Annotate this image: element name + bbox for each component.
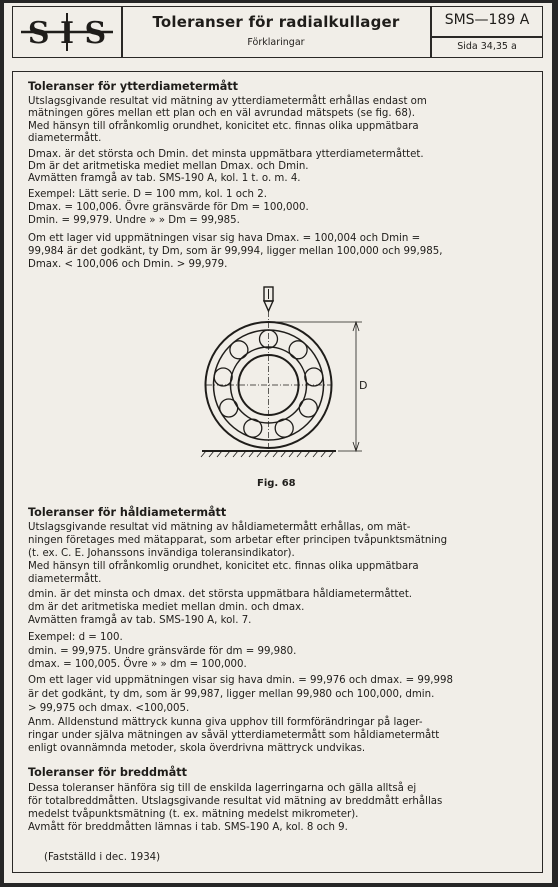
width-line: för totalbreddmåtten. Utslagsgivande resultat vid mätning av breddmått erhållas	[28, 796, 443, 807]
width-line: Avmått för breddmåtten lämnas i tab. SMS-190 A, kol. 8 och 9.	[28, 822, 348, 833]
outer-line: Avmätten framgå av tab. SMS-190 A, kol. 1 t. o. m. 4.	[28, 173, 301, 184]
figure-caption: Fig. 68	[257, 478, 296, 489]
hole-line: (t. ex. C. E. Johanssons invändiga toleransindikator).	[28, 548, 295, 559]
outer-line: 99,984 är det godkänt, ty Dm, som är 99,994, ligger mellan 100,000 och 99,985,	[28, 246, 443, 257]
sis-logo	[13, 7, 121, 57]
document-page	[4, 3, 552, 883]
hole-line: dm är det aritmetiska mediet mellan dmin. och dmax.	[28, 602, 305, 613]
hole-line: Avmätten framgå av tab. SMS-190 A, kol. 7.	[28, 615, 252, 626]
hole-line: diametermått.	[28, 574, 102, 585]
example-line: Dmax. = 100,006. Övre gränsvärde för Dm = 100,000.	[28, 202, 309, 213]
document-title: Toleranser för radialkullager	[152, 13, 400, 31]
outer-line: Dm är det aritmetiska mediet mellan Dmax. och Dmin.	[28, 161, 309, 172]
section-heading-width: Toleranser för breddmått	[28, 766, 187, 779]
width-line: medelst tvåpunktsmätning (t. ex. mätning medelst mikrometer).	[28, 809, 359, 820]
outer-line: diametermått.	[28, 133, 102, 144]
hole-line: är det godkänt, ty dm, som är 99,987, ligger mellan 99,980 och 100,000, dmin.	[28, 689, 435, 700]
section-heading-outer: Toleranser för ytterdiametermått	[28, 80, 238, 93]
example-line: Exempel: Lätt serie. D = 100 mm, kol. 1 och 2.	[28, 189, 267, 200]
outer-line: Med hänsyn till ofrånkomlig orundhet, konicitet etc. finnas olika uppmätbara	[28, 121, 419, 132]
outer-line: Utslagsgivande resultat vid mätning av ytterdiametermått erhållas endast om	[28, 96, 427, 107]
hole-line: Om ett lager vid uppmätningen visar sig hava dmin. = 99,976 och dmax. = 99,998	[28, 675, 453, 686]
example-line: dmax. = 100,005. Övre » » dm = 100,000.	[28, 659, 247, 670]
hole-line: dmin. är det minsta och dmax. det största uppmätbara håldiametermåttet.	[28, 589, 413, 600]
note-line: enligt ovannämnda metoder, skola överdrivna mättryck undvikas.	[28, 743, 366, 754]
hole-line: Med hänsyn till ofrånkomlig orundhet, konicitet etc. finnas olika uppmätbara	[28, 561, 419, 572]
established-date: (Fastställd i dec. 1934)	[44, 852, 161, 863]
standard-number: SMS—189 A	[444, 12, 530, 28]
outer-line: mätningen göres mellan ett plan och en väl avrundad mätspets (se fig. 68).	[28, 108, 416, 119]
outer-line: Dmax. < 100,006 och Dmin. > 99,979.	[28, 259, 228, 270]
hole-line: Utslagsgivande resultat vid mätning av håldiametermått erhållas, om mät-	[28, 522, 411, 533]
hole-line: > 99,975 och dmax. <100,005.	[28, 703, 190, 714]
note-line: Anm. Alldenstund mättryck kunna giva upphov till formförändringar på lager-	[28, 717, 423, 728]
svg-text:S I S: S I S	[27, 16, 107, 51]
page-number: Sida 34,35 a	[457, 41, 517, 52]
example-line: Dmin. = 99,979. Undre » » Dm = 99,985.	[28, 215, 240, 226]
dimension-label-d: D	[359, 379, 368, 392]
header-box	[12, 6, 543, 58]
width-line: Dessa toleranser hänföra sig till de enskilda lagerringarna och gälla alltså ej	[28, 783, 417, 794]
bearing-figure	[200, 285, 370, 467]
example-line: dmin. = 99,975. Undre gränsvärde för dm = 99,980.	[28, 646, 297, 657]
outer-line: Om ett lager vid uppmätningen visar sig hava Dmax. = 100,004 och Dmin =	[28, 233, 421, 244]
section-heading-hole: Toleranser för håldiametermått	[28, 506, 227, 519]
example-line: Exempel: d = 100.	[28, 632, 123, 643]
document-subtitle: Förklaringar	[247, 37, 305, 48]
note-line: ringar under själva mätningen av såväl ytterdiametermått som håldiametermått	[28, 730, 440, 741]
outer-line: Dmax. är det största och Dmin. det minsta uppmätbara ytterdiametermåttet.	[28, 149, 424, 160]
hole-line: ningen företages med mätapparat, som arbetar efter principen tvåpunktsmätning	[28, 535, 448, 546]
